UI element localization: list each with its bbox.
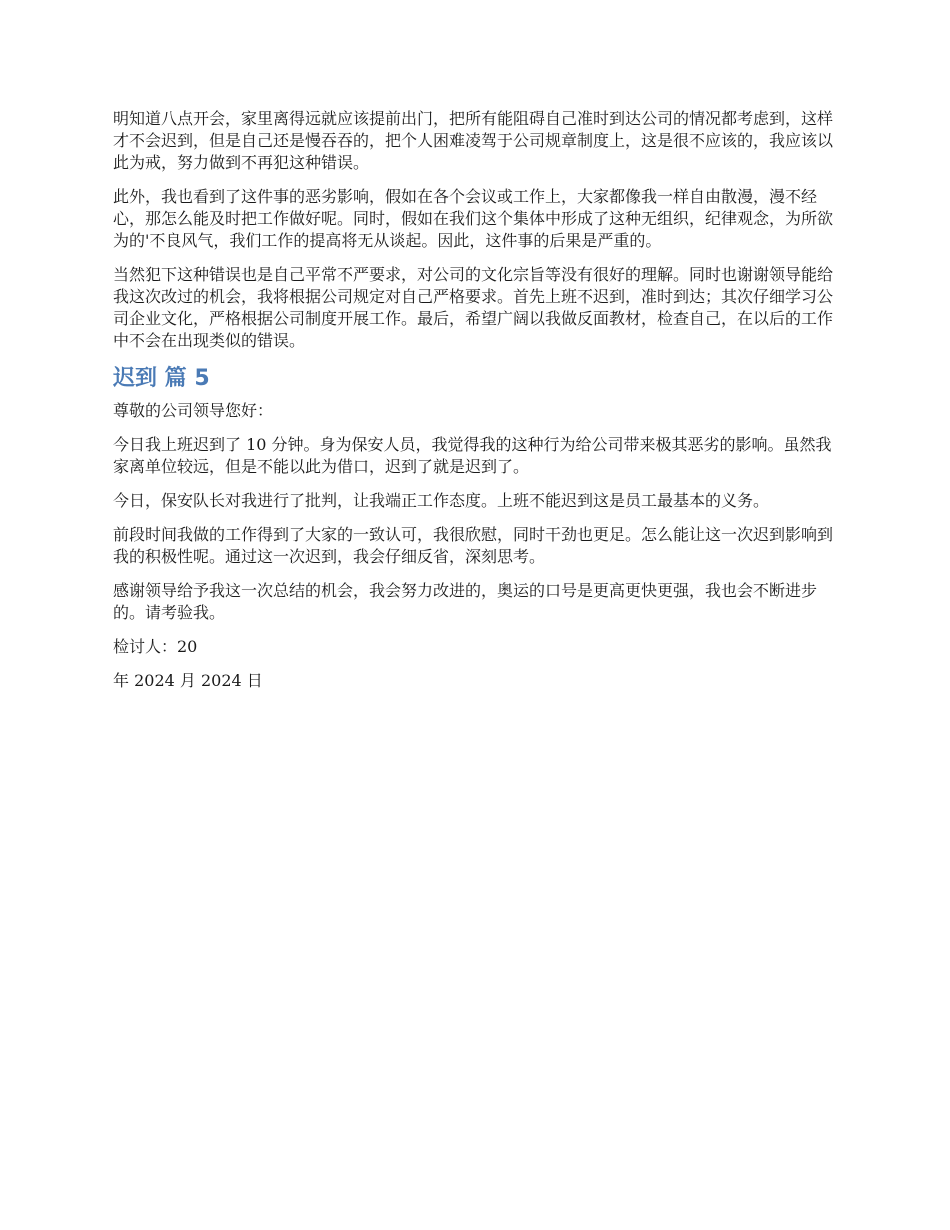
paragraph-captain-criticism: 今日，保安队长对我进行了批判，让我端正工作态度。上班不能迟到这是员工最基本的义务。 — [113, 491, 770, 510]
paragraph-past-recognition: 前段时间我做的工作得到了大家的一致认可，我很欣慰，同时干劲也更足。怎么能让这一次迟到影响到我的积极性呢。通过这一次迟到，我会仔细反省，深刻思考。 — [113, 525, 834, 566]
paragraph-gratitude: 感谢领导给予我这一次总结的机会，我会努力改进的，奥运的口号是更高更快更强，我也会不断进步的。请考验我。 — [113, 581, 818, 622]
paragraph-bad-influence: 此外，我也看到了这件事的恶劣影响，假如在各个会议或工作上，大家都像我一样自由散漫，漫不经心，那怎么能及时把工作做好呢。同时，假如在我们这个集体中形成了这种无组织，纪律观念，为所欲为的'不良风气，我们工作的提高将无从谈起。因此，这件事的后果是严重的。 — [113, 187, 834, 250]
signature-line: 检讨人：20 — [113, 637, 198, 656]
paragraph-lateness-reflection: 明知道八点开会，家里离得远就应该提前出门，把所有能阻碍自己准时到达公司的情况都考虑到，这样才不会迟到，但是自己还是慢吞吞的，把个人困难凌驾于公司规章制度上，这是很不应该的，我应该以此为戒，努力做到不再犯这种错误。 — [113, 109, 834, 172]
paragraph-self-improvement: 当然犯下这种错误也是自己平常不严要求，对公司的文化宗旨等没有很好的理解。同时也谢谢领导能给我这次改过的机会，我将根据公司规定对自己严格要求。首先上班不迟到，准时到达；其次仔细学习公司企业文化，严格根据公司制度开展工作。最后，希望广阔以我做反面教材，检查自己，在以后的工作中不会在出现类似的错误。 — [113, 265, 834, 350]
paragraph-salutation: 尊敬的公司领导您好： — [113, 401, 274, 420]
paragraph-late-10-minutes: 今日我上班迟到了 10 分钟。身为保安人员，我觉得我的这种行为给公司带来极其恶劣的影响。虽然我家离单位较远，但是不能以此为借口，迟到了就是迟到了。 — [113, 435, 832, 476]
date-line: 年 2024 月 2024 日 — [113, 671, 263, 690]
section-heading: 迟到 篇 5 — [113, 366, 210, 391]
document-page — [113, 108, 843, 704]
